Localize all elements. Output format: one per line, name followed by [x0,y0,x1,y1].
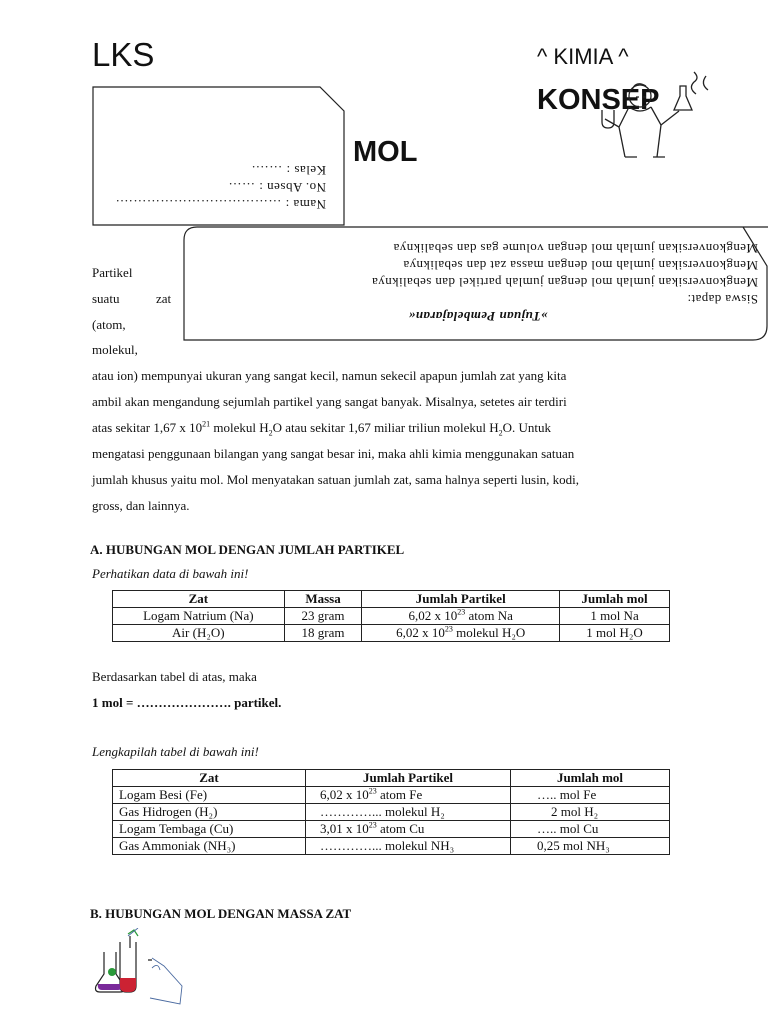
side-word: zat [156,291,172,306]
kimia-label: ^ KIMIA ^ [537,44,629,69]
absen-field[interactable]: No. Absen : …… [228,180,326,195]
table-row: Logam Besi (Fe) 6,02 x $10^{23}$ atom Fe ….. mol Fe [113,787,670,804]
conclusion-blank[interactable]: 1 mol = …………………. partikel. [92,695,282,710]
objectives-intro: Siswa dapat: [687,292,758,307]
data-table-2 [112,769,670,855]
side-word: suatu [92,291,120,306]
table-row: Gas Hidrogen (H₂) …………... molekul H₂ 2 mol H₂ [113,804,670,821]
intro-line: ambil akan mengandung sejumlah partikel yang sangat banyak. Misalnya, setetes air terdiri [92,394,567,409]
mol-title: MOL [353,136,418,168]
table2-instruction: Lengkapilah tabel di bawah ini! [92,744,259,759]
table-header: Jumlah mol [511,770,670,787]
konsep-title: KONSEP [537,84,660,116]
objectives-text [198,240,758,325]
answer-cell[interactable]: …………... molekul H₂ [306,804,511,821]
intro-paragraph [92,363,678,519]
objective-item: Mengkonversikan jumlah mol dengan massa zat dan sebaliknya [403,258,758,273]
scientist-illustration [596,66,720,162]
intro-line: atau ion) mempunyai ukuran yang sangat kecil, namun sekecil apapun jumlah zat yang kita [92,368,567,383]
kelas-field[interactable]: Kelas : ……. [251,163,326,178]
section-a-heading: A. HUBUNGAN MOL DENGAN JUMLAH PARTIKEL [90,542,405,557]
conclusion-intro: Berdasarkan tabel di atas, maka [92,669,257,684]
answer-cell[interactable]: …………... molekul NH₃ [306,838,511,855]
objective-item: Mengkonversikan jumlah mol dengan jumlah partikel dan sebaliknya [371,275,758,290]
objective-item: Mengkonversikan jumlah mol dengan volume gas dan sebaliknya [393,241,758,256]
student-id-fields [104,162,326,213]
intro-line: gross, dan lainnya. [92,498,190,513]
answer-cell[interactable]: ….. mol Fe [511,787,670,804]
intro-line: mengatasi penggunaan bilangan yang sangat besar ini, maka ahli kimia menggunakan satuan [92,446,575,461]
table-row: Gas Ammoniak (NH₃) …………... molekul NH₃ 0,25 mol NH₃ [113,838,670,855]
side-word: (atom, [92,317,126,332]
data-table-1 [112,590,670,642]
nama-field[interactable]: Nama : ………………………………. [115,197,326,212]
intro-line: atas sekitar 1,67 x $10^{21}$ molekul $H_2O$ atau sekitar 1,67 miliar triliun molekul $H_2O$. Untuk [92,419,552,438]
side-word: Partikel [92,265,133,280]
section-b-heading: B. HUBUNGAN MOL DENGAN MASSA ZAT [90,906,352,921]
table-header: Massa [284,591,362,608]
objectives-title: »Tujuan Pembelajaran« [408,309,548,324]
table-header: Zat [113,770,306,787]
lab-flasks-illustration [92,928,212,1008]
table-header: Zat [113,591,285,608]
table-header: Jumlah mol [560,591,670,608]
table-row: Air (H₂O) 18 gram 6,02 x $10^{23}$ molekul H₂O 1 mol H₂O [113,625,670,642]
table-header: Jumlah Partikel [362,591,560,608]
section-a-instruction: Perhatikan data di bawah ini! [92,566,249,581]
table-header: Jumlah Partikel [306,770,511,787]
intro-line: jumlah khusus yaitu mol. Mol menyatakan satuan jumlah zat, sama halnya seperti lusin, kodi, [92,472,580,487]
answer-cell[interactable]: ….. mol Cu [511,821,670,838]
side-word: molekul, [92,342,138,357]
table-row: Logam Natrium (Na) 23 gram 6,02 x $10^{23}$ atom Na 1 mol Na [113,608,670,625]
table-row: Logam Tembaga (Cu) 3,01 x $10^{23}$ atom Cu ….. mol Cu [113,821,670,838]
lks-title: LKS [92,36,155,73]
